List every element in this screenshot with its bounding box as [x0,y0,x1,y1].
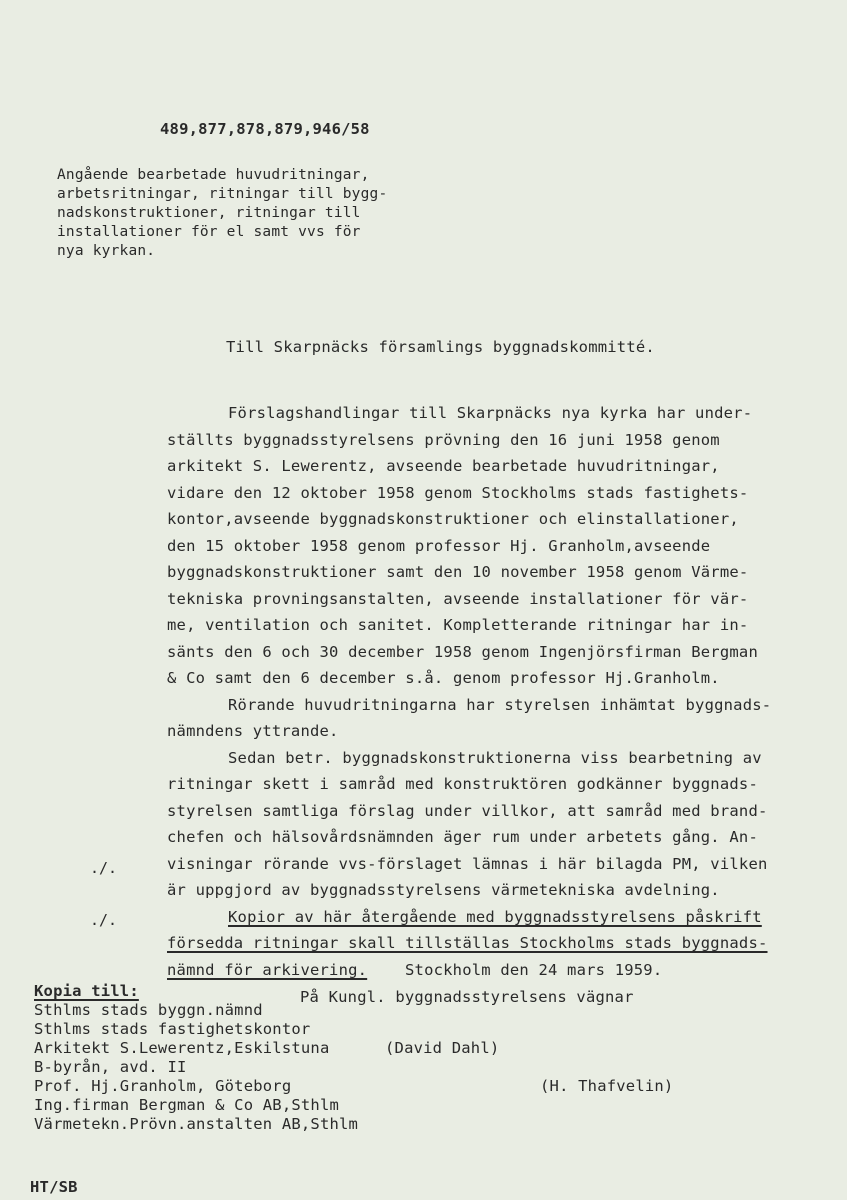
signatory-name: (H. Thafvelin) [540,1077,674,1095]
subject-line: installationer för el samt vvs för [57,224,361,240]
kopia-item: Ing.firman Bergman & Co AB,Sthlm [34,1096,340,1114]
body-line: ställts byggnadsstyrelsens prövning den 16 juni 1958 genom [167,431,720,449]
body-line: kontor,avseende byggnadskonstruktioner och elinstallationer, [167,510,739,528]
date-line: Stockholm den 24 mars 1959. [405,961,663,979]
body-line: Rörande huvudritningarna har styrelsen inhämtat byggnads- [228,696,772,714]
body-line: den 15 oktober 1958 genom professor Hj. Granholm,avseende [167,537,711,555]
typist-initials: HT/SB [30,1178,78,1196]
body-line: byggnadskonstruktioner samt den 10 november 1958 genom Värme- [167,563,749,581]
body-line: ritningar skett i samråd med konstruktören godkänner byggnads- [167,775,758,793]
body-line: Förslagshandlingar till Skarpnäcks nya kyrka har under- [228,404,753,422]
body-line: & Co samt den 6 december s.å. genom professor Hj.Granholm. [167,669,720,687]
body-line: styrelsen samtliga förslag under villkor, att samråd med brand- [167,802,768,820]
body-line: sänts den 6 och 30 december 1958 genom Ingenjörsfirman Bergman [167,643,758,661]
kopia-item: Arkitekt S.Lewerentz,Eskilstuna [34,1039,330,1057]
subject-line: nadskonstruktioner, ritningar till [57,205,361,221]
body-line: är uppgjord av byggnadsstyrelsens värmetekniska avdelning. [167,881,720,899]
body-line: chefen och hälsovårdsnämnden äger rum under arbetets gång. An- [167,828,758,846]
kopia-item: B-byrån, avd. II [34,1058,187,1076]
body-line: tekniska provningsanstalten, avseende installationer för vär- [167,590,749,608]
body-line: vidare den 12 oktober 1958 genom Stockholms stads fastighets- [167,484,749,502]
body-line-underlined: försedda ritningar skall tillställas Stockholms stads byggnads- [167,934,768,952]
body-line-underlined: nämnd för arkivering. [167,961,368,979]
subject-line: nya kyrkan. [57,243,156,259]
body-line: Sedan betr. byggnadskonstruktionerna viss bearbetning av [228,749,762,767]
body-line: me, ventilation och sanitet. Kompletterande ritningar har in- [167,616,749,634]
kopia-item: Sthlms stads byggn.nämnd [34,1001,263,1019]
kopia-item: Prof. Hj.Granholm, Göteborg [34,1077,292,1095]
signature-intro: På Kungl. byggnadsstyrelsens vägnar [300,988,634,1006]
body-line-underlined: Kopior av här återgående med byggnadsstyrelsens påskrift [228,908,762,926]
kopia-item: Sthlms stads fastighetskontor [34,1020,311,1038]
subject-line: arbetsritningar, ritningar till bygg- [57,186,388,202]
body-line: visningar rörande vvs-förslaget lämnas i här bilagda PM, vilken [167,855,768,873]
enclosure-mark: ./. [90,911,118,929]
signatory-name: (David Dahl) [385,1039,500,1057]
kopia-item: Värmetekn.Prövn.anstalten AB,Sthlm [34,1115,359,1133]
subject-line: Angående bearbetade huvudritningar, [57,167,370,183]
reference-number: 489,877,878,879,946/58 [160,120,370,138]
body-line: arkitekt S. Lewerentz, avseende bearbetade huvudritningar, [167,457,720,475]
body-line: nämndens yttrande. [167,722,339,740]
kopia-heading: Kopia till: [34,982,139,1000]
enclosure-mark: ./. [90,859,118,877]
recipient-line: Till Skarpnäcks församlings byggnadskommitté. [226,338,655,356]
